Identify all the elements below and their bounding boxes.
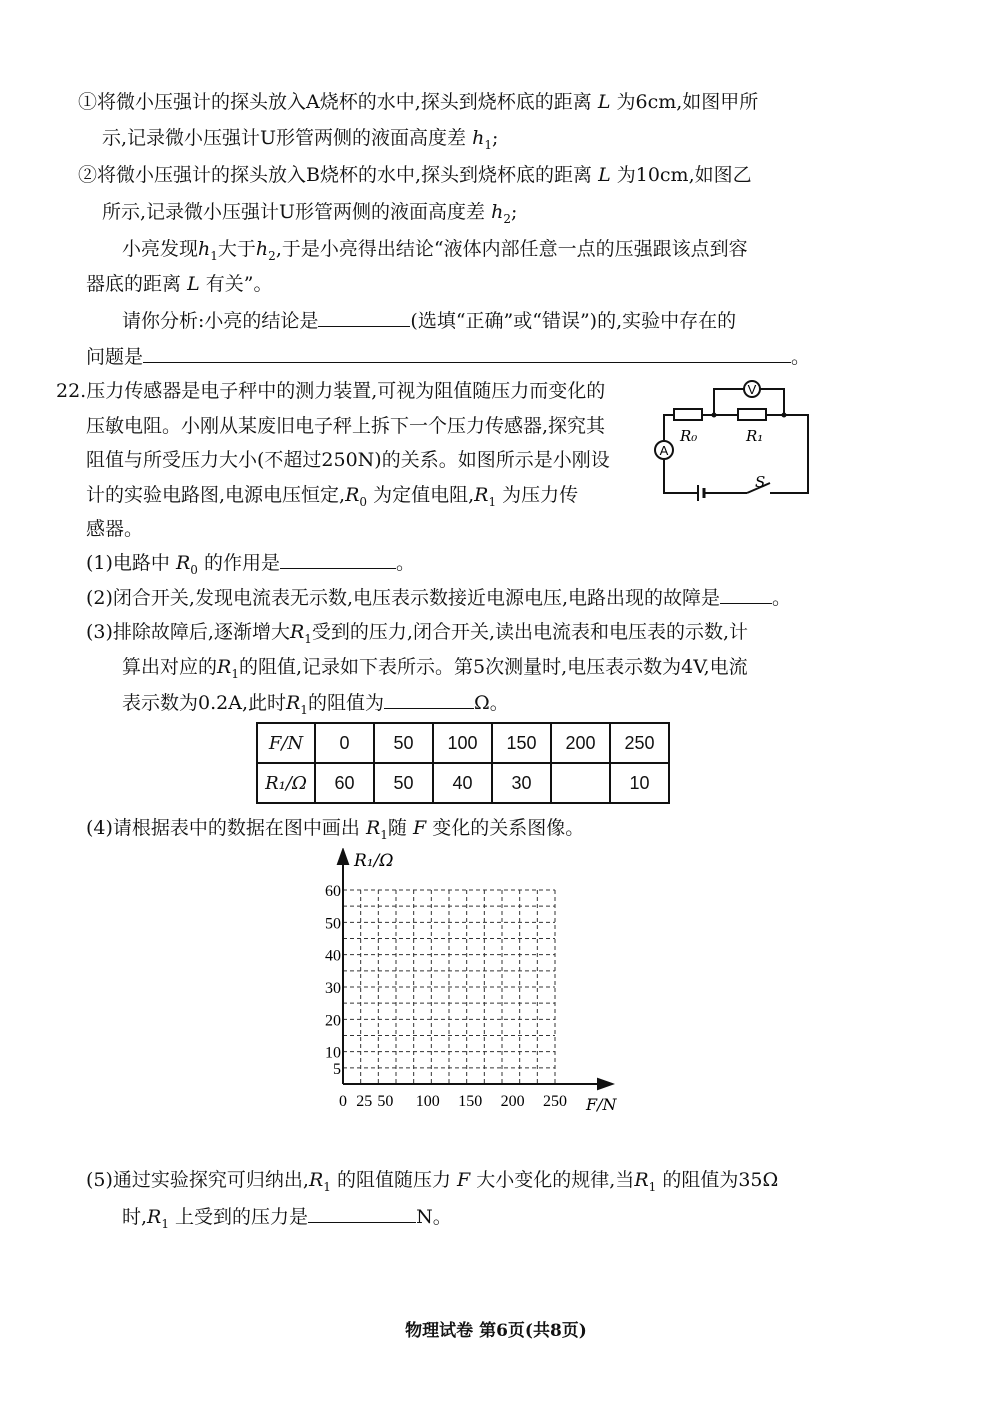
answer-blank-conclusion[interactable] [318,306,410,327]
table-cell: 200 [551,723,610,763]
answer-blank-force[interactable] [308,1202,416,1223]
y-tick-label: 50 [325,915,341,933]
circuit-diagram [652,375,812,505]
y-tick-label: 10 [325,1044,341,1062]
text-line: 时$,R_1$ 上受到的压力是 N。 [122,1202,452,1238]
table-header-force: F/N [257,723,315,763]
text-line: 算出对应的$R_1$的阻值,记录如下表所示。第5次测量时,电压表示数为4V,电流 [122,656,748,681]
switch-label: S [755,473,766,491]
answer-blank-r0-role[interactable] [280,548,396,569]
text-line: 压敏电阻。小刚从某废旧电子秤上拆下一个压力传感器,探究其 [86,415,606,437]
subquestion-4: (4)请根据表中的数据在图中画出 $R_1$随 F 变化的关系图像。 [86,817,585,842]
table-cell: 50 [374,723,433,763]
x-tick-label: 25 [356,1093,373,1110]
x-tick-label: 50 [377,1093,394,1110]
table-header-resistance: R₁/Ω [257,763,315,803]
table-cell[interactable] [551,763,610,803]
table-cell: 40 [433,763,492,803]
text-line: 计的实验电路图,电源电压恒定$,R_0$ 为定值电阻$,R_1$ 为压力传 [86,484,579,509]
y-axis-label: R₁/Ω [354,851,394,871]
y-tick-label: 40 [325,947,341,965]
x-tick-label: 250 [543,1093,567,1110]
text-line: 器底的距离 L 有关”。 [86,273,273,295]
text-line: 问题是 。 [86,342,810,371]
data-table [256,722,670,804]
table-cell: 30 [492,763,551,803]
x-tick-label: 100 [415,1093,440,1110]
table-row [257,723,669,763]
answer-blank-problem[interactable] [143,342,791,363]
graph-grid[interactable] [310,848,630,1118]
x-axis-label: F/N [586,1095,617,1114]
table-cell: 10 [610,763,669,803]
text-line: 感器。 [86,518,144,540]
text-line: 请你分析:小亮的结论是 (选填“正确”或“错误”)的,实验中存在的 [122,306,736,335]
question-22-text: 22.压力传感器是电子秤中的测力装置,可视为阻值随压力而变化的 [56,380,606,402]
table-cell: 60 [315,763,374,803]
text-line: 小亮发现$h_1$大于$h_2$,于是小亮得出结论“液体内部任意一点的压强跟该点到容 [122,238,748,263]
answer-blank-fault[interactable] [720,583,772,604]
text-line: ②将微小压强计的探头放入B烧杯的水中,探头到烧杯底的距离 L 为10cm,如图乙 [78,164,752,186]
table-cell: 50 [374,763,433,803]
page-footer: 物理试卷 第6页(共8页) [405,1321,587,1341]
text-line: 示,记录微小压强计U形管两侧的液面高度差 $h_1$; [102,127,499,152]
ammeter-label: A [659,443,669,458]
subquestion-3: (3)排除故障后,逐渐增大$R_1$受到的压力,闭合开关,读出电流表和电压表的示数,计 [86,621,749,646]
y-tick-label: 5 [333,1060,341,1078]
table-cell: 100 [433,723,492,763]
answer-blank-resistance[interactable] [384,688,474,709]
table-cell: 150 [492,723,551,763]
y-tick-label: 20 [325,1012,341,1030]
y-tick-label: 60 [325,883,341,900]
table-cell: 250 [610,723,669,763]
text-line: 表示数为0.2A,此时$R_1$的阻值为 Ω。 [122,688,509,724]
r0-label: R₀ [680,427,698,445]
subquestion-2: (2)闭合开关,发现电流表无示数,电压表示数接近电源电压,电路出现的故障是 。 [86,583,791,612]
text-line: 所示,记录微小压强计U形管两侧的液面高度差 $h_2$; [102,201,518,226]
subquestion-1: (1)电路中 $R_0$ 的作用是 。 [86,548,415,584]
table-row [257,763,669,803]
text-line: ①将微小压强计的探头放入A烧杯的水中,探头到烧杯底的距离 L 为6cm,如图甲所 [78,91,759,113]
voltmeter-label: V [747,382,757,397]
subquestion-5: (5)通过实验探究可归纳出$,R_1$ 的阻值随压力 F 大小变化的规律,当$R_1$ 的阻值为35Ω [86,1169,779,1194]
table-cell: 0 [315,723,374,763]
x-tick-label: 0 [339,1093,347,1110]
y-tick-label: 30 [325,980,341,997]
x-tick-label: 200 [500,1093,525,1110]
text-line: 阻值与所受压力大小(不超过250N)的关系。如图所示是小刚设 [86,449,610,471]
x-tick-label: 150 [458,1093,483,1110]
r1-label: R₁ [746,427,764,445]
